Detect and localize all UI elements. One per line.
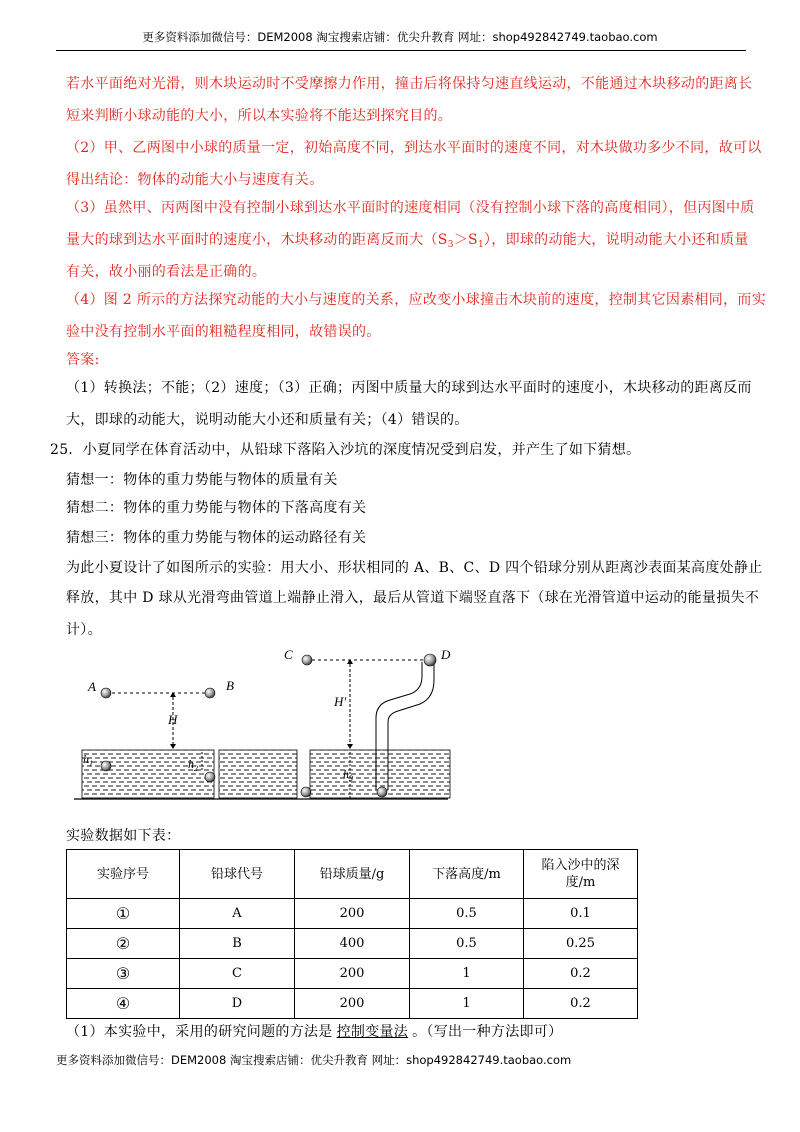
table-row: ④ D 200 1 0.2 bbox=[67, 989, 638, 1019]
header-height: 下落高度/m bbox=[410, 850, 524, 899]
sand-pit-2 bbox=[219, 750, 297, 798]
label-h1: $h_1$ bbox=[83, 752, 93, 768]
ball-c-sunk bbox=[301, 787, 311, 797]
design-line-2: 释放，其中 D 球从光滑弯曲管道上端静止滑入，最后从管道下端竖直落下（球在光滑管道中运动的能量损失不 bbox=[66, 590, 760, 606]
label-b: B bbox=[226, 678, 234, 693]
analysis-line-3: （2）甲、乙两图中小球的质量一定，初始高度不同，到达水平面时的速度不同，对木块做功多少不同，故可以 bbox=[66, 140, 762, 156]
guess-1: 猜想一：物体的重力势能与物体的质量有关 bbox=[66, 472, 338, 488]
design-line-1: 为此小夏设计了如图所示的实验：用大小、形状相同的 A、B、C、D 四个铅球分别从距离沙表面某高度处静止 bbox=[66, 560, 763, 576]
design-line-3: 计）。 bbox=[66, 622, 102, 638]
analysis-line-6-a: 量大的球到达水平面时的速度小，木块移动的距离反而大（S bbox=[66, 232, 448, 248]
answer-line-1: （1）转换法；不能；（2）速度；（3）正确；丙图中质量大的球到达水平面时的速度小，木块移动的距离反而 bbox=[66, 380, 752, 396]
header-rule bbox=[56, 50, 746, 51]
analysis-line-7: 有关，故小丽的看法是正确的。 bbox=[66, 264, 267, 280]
label-a: A bbox=[88, 679, 96, 694]
guess-2: 猜想二：物体的重力势能与物体的下落高度有关 bbox=[66, 500, 367, 516]
ball-b-sunk bbox=[205, 772, 215, 782]
header-ball: 铅球代号 bbox=[180, 850, 295, 899]
ball-d-sunk bbox=[377, 787, 387, 797]
label-d: D bbox=[441, 647, 451, 662]
page-header: 更多资料添加微信号：DEM2008 淘宝搜索店铺：优尖升教育 网址：shop492842749.taobao.com bbox=[142, 30, 658, 44]
ball-c bbox=[302, 655, 312, 665]
table-row: ② B 400 0.5 0.25 bbox=[67, 929, 638, 959]
guess-3: 猜想三：物体的重力势能与物体的运动路径有关 bbox=[66, 530, 367, 546]
analysis-line-8: （4）图 2 所示的方法探究动能的大小与速度的关系，应改变小球撞击木块前的速度，控制其它因素相同，而实 bbox=[66, 292, 767, 308]
label-h: H bbox=[168, 712, 178, 727]
ball-d bbox=[424, 654, 436, 666]
analysis-line-2: 短来判断小球动能的大小，所以本实验将不能达到探究目的。 bbox=[66, 108, 453, 124]
label-h2: $h_2$ bbox=[188, 757, 198, 773]
answer-line-2: 大，即球的动能大，说明动能大小还和质量有关；（4）错误的。 bbox=[66, 412, 469, 428]
analysis-line-5: （3）虽然甲、丙两图中没有控制小球到达水平面时的速度相同（没有控制小球下落的高度相同），但丙图中质 bbox=[66, 200, 755, 216]
answer-blank: 控制变量法 bbox=[336, 1024, 409, 1040]
answer-label: 答案: bbox=[66, 352, 100, 368]
analysis-line-6-b: ＞S bbox=[453, 232, 478, 248]
sub-question-1 bbox=[66, 1022, 756, 1042]
analysis-line-6 bbox=[66, 230, 756, 255]
header-depth: 陷入沙中的深 度/m bbox=[524, 850, 638, 899]
data-table bbox=[66, 849, 638, 1019]
subscript-3: 3 bbox=[447, 240, 454, 250]
table-row: ③ C 200 1 0.2 bbox=[67, 959, 638, 989]
analysis-line-1: 若水平面绝对光滑，则木块运动时不受摩擦力作用，撞击后将保持匀速直线运动，不能通过木块移动的距离长 bbox=[66, 76, 753, 92]
ball-a bbox=[101, 688, 111, 698]
experiment-figure bbox=[60, 640, 460, 810]
page-footer: 更多资料添加微信号：DEM2008 淘宝搜索店铺：优尖升教育 网址：shop492842749.taobao.com bbox=[56, 1053, 572, 1067]
sub-question-1-text: （1）本实验中，采用的研究问题的方法是 bbox=[66, 1024, 333, 1040]
analysis-line-4: 得出结论：物体的动能大小与速度有关。 bbox=[66, 172, 324, 188]
label-h-prime: H′ bbox=[334, 694, 347, 709]
sand-pit-ab bbox=[82, 750, 214, 798]
analysis-line-6-c: ），即球的动能大，说明动能大小还和质量 bbox=[483, 232, 749, 248]
sub-question-1-note: 。（写出一种方法即可） bbox=[412, 1024, 563, 1040]
ball-b bbox=[205, 688, 215, 698]
header-trial: 实验序号 bbox=[67, 850, 180, 899]
ball-a-sunk bbox=[101, 761, 111, 771]
table-header-row bbox=[67, 850, 638, 899]
data-intro: 实验数据如下表： bbox=[66, 828, 181, 844]
question-25-stem: 25．小夏同学在体育活动中，从铅球下落陷入沙坑的深度情况受到启发，并产生了如下猜想。 bbox=[50, 442, 641, 458]
table-row: ① A 200 0.5 0.1 bbox=[67, 899, 638, 929]
label-c: C bbox=[284, 647, 293, 662]
label-h3: $h_3$ bbox=[343, 767, 353, 783]
subscript-1: 1 bbox=[477, 240, 484, 250]
analysis-line-9: 验中没有控制水平面的粗糙程度相同，故错误的。 bbox=[66, 324, 381, 340]
header-mass: 铅球质量/g bbox=[295, 850, 410, 899]
